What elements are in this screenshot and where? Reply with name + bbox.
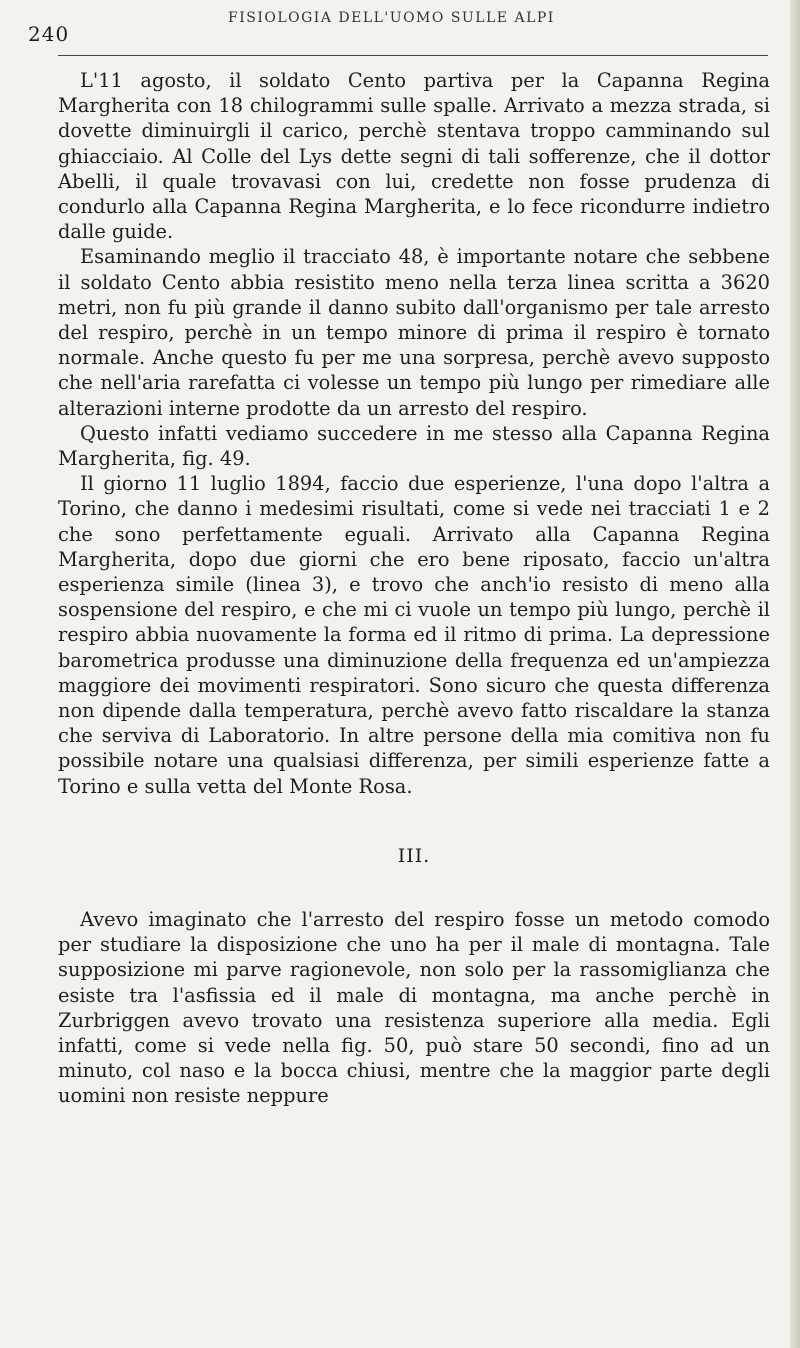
page-number: 240 — [28, 22, 70, 46]
paragraph-tracing-48: Esaminando meglio il tracciato 48, è importante notare che sebbene il soldato Cento abbia resistito meno nella terza linea scritta a 3620 metri, non fu più grande il danno subito dall'organismo per tale arresto del respiro, perchè in un tempo minore di prima il respiro è tornato normale. Anche questo fu per me una sorpresa, perchè avevo supposto che nell'aria rarefatta ci volesse un tempo più lungo per rimediare alle alterazioni interne prodotte da un arresto del respiro. — [58, 245, 770, 420]
running-head: FISIOLOGIA DELL'UOMO SULLE ALPI — [228, 10, 555, 26]
paragraph-soldier-cento: L'11 agosto, il soldato Cento partiva per la Capanna Regina Margherita con 18 chilogrammi sulle spalle. Arrivato a mezza strada, si dovette diminuirgli il carico, perchè stentava troppo camminando sul ghiacciaio. Al Colle del Lys dette segni di tali sofferenze, che il dottor Abelli, il quale trovavasi con lui, credette non fosse prudenza di condurlo alla Capanna Regina Margherita, e lo fece ricondurre indietro dalle guide. — [58, 69, 770, 244]
page-header — [28, 0, 768, 56]
page-edge — [790, 0, 800, 1348]
paragraph-experiments-1894: Il giorno 11 luglio 1894, faccio due esperienze, l'una dopo l'altra a Torino, che danno i medesimi risultati, come si vede nei tracciati 1 e 2 che sono perfettamente eguali. Arrivato alla Capanna Regina Margherita, dopo due giorni che ero bene riposato, faccio un'altra esperienza simile (linea 3), e trovo che anch'io resisto di meno alla sospensione del respiro, e che mi ci vuole un tempo più lungo, perchè il respiro abbia nuovamente la forma ed il ritmo di prima. La depressione barometrica produsse una diminuzione della frequenza ed un'ampiezza maggiore dei movimenti respiratori. Sono sicuro che questa differenza non dipende dalla temperatura, perchè avevo fatto riscaldare la stanza che serviva di Laboratorio. In altre persone della mia comitiva non fu possibile notare una qualsiasi differenza, per simili esperienze fatte a Torino e sulla vetta del Monte Rosa. — [58, 472, 770, 798]
header-rule — [58, 55, 768, 56]
paragraph-fig-49: Questo infatti vediamo succedere in me stesso alla Capanna Regina Margherita, fig. 49. — [58, 421, 770, 471]
section-heading: III. — [397, 844, 431, 867]
page-body — [58, 68, 770, 1109]
paragraph-section-3: Avevo imaginato che l'arresto del respiro fosse un metodo comodo per studiare la disposizione che uno ha per il male di montagna. Tale supposizione mi parve ragionevole, non solo per la rassomiglianza che esiste tra l'asfissia ed il male di montagna, ma anche perchè in Zurbriggen avevo trovato una resistenza superiore alla media. Egli infatti, come si vede nella fig. 50, può stare 50 secondi, fino ad un minuto, col naso e la bocca chiusi, mentre che la maggior parte degli uomini non resiste neppure — [58, 907, 770, 1108]
